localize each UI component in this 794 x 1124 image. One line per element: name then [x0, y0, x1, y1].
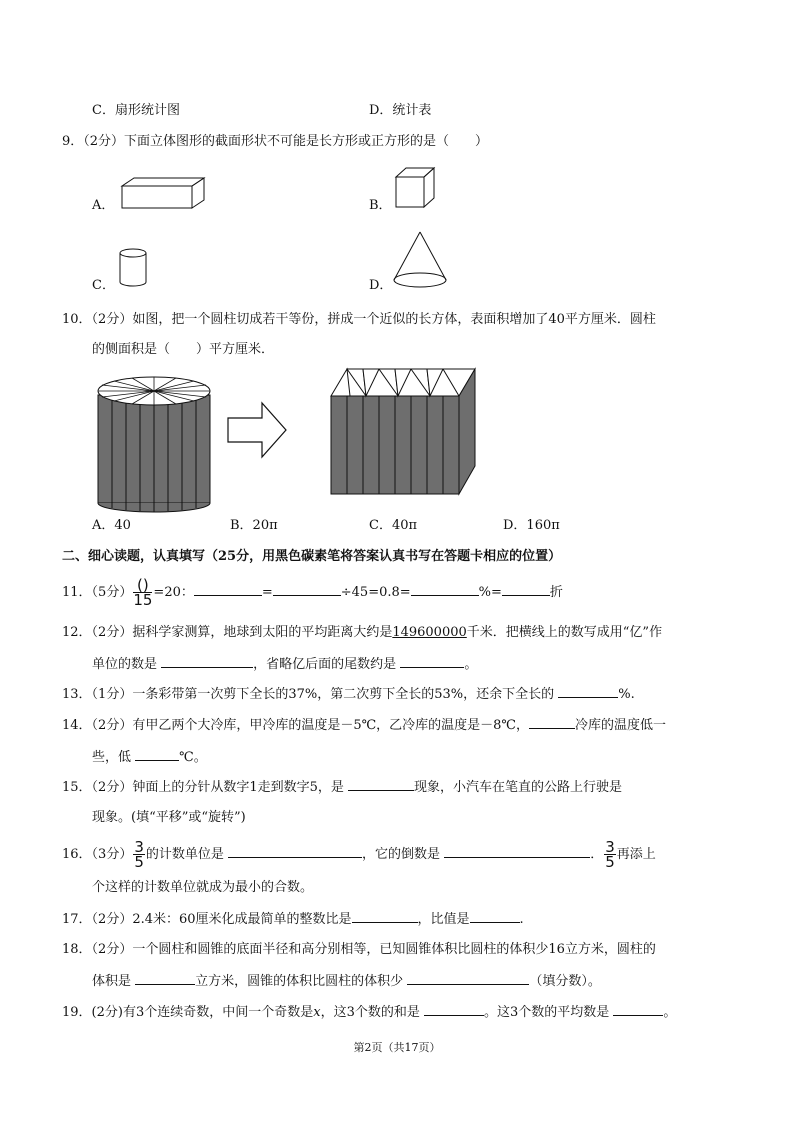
q16-fraction-1	[133, 840, 145, 869]
q12-line2	[92, 656, 477, 673]
cuboid-assembled-figure	[328, 366, 480, 498]
q13-text-1: 13．（1分）一条彩带第一次剪下全长的37%，第二次剪下全长的53%，还余下全长的	[62, 687, 555, 702]
q10-line2: 的侧面积是（ ）平方厘米．	[92, 342, 275, 357]
cylinder-sliced-figure	[90, 365, 220, 513]
q14-line1	[62, 717, 666, 734]
q9-option-a: A．	[92, 198, 115, 213]
q10-option-a: A．40	[92, 518, 131, 533]
q14-text-2: 冷库的温度低一	[574, 718, 666, 733]
q19-text-1: 19．(2分)有3个连续奇数，中间一个奇数是	[62, 1005, 314, 1020]
q11-text-1: =20：	[153, 585, 194, 600]
cuboid-figure	[118, 176, 208, 212]
q14-line2	[92, 749, 207, 766]
q11-blank-2[interactable]	[273, 584, 341, 596]
q16-frac-num-2: 3	[605, 838, 615, 856]
q13-text-2: %.	[618, 687, 635, 702]
cylinder-figure	[116, 246, 152, 290]
q8-option-c: C．扇形统计图	[92, 103, 180, 118]
q16-frac-num-1: 3	[134, 838, 144, 856]
q16-frac-den-1: 5	[134, 853, 144, 871]
q16-text-4: 再添上	[616, 847, 656, 862]
q13-blank[interactable]	[558, 686, 618, 698]
q11-blank-4[interactable]	[502, 584, 550, 596]
q12-blank-1[interactable]	[161, 656, 253, 668]
q17-text-2: ，比值是	[417, 912, 470, 927]
q18-line2	[92, 973, 601, 990]
q19-text-4: 。	[663, 1005, 677, 1020]
q18-text-4: （填分数）。	[529, 974, 601, 989]
q17-blank-2[interactable]	[470, 911, 520, 923]
q9-option-d: D．	[369, 278, 393, 293]
q9-option-c: C．	[92, 278, 115, 293]
q12-text-4: ，省略亿后面的尾数约是	[253, 657, 397, 672]
q18-blank-1[interactable]	[135, 973, 195, 985]
q11-text-3: ÷45=0.8=	[340, 585, 411, 600]
q15-line1	[62, 779, 622, 796]
q17-text-3: .	[519, 912, 524, 927]
cube-figure	[392, 165, 438, 213]
right-arrow-icon	[226, 400, 290, 462]
q19-text-3: 。这3个数的平均数是	[484, 1005, 610, 1020]
q18-text-2: 体积是	[92, 974, 132, 989]
q12-text-5: 。	[464, 657, 478, 672]
q16-text-2: ，它的倒数是	[362, 847, 441, 862]
q11-text-5: 折	[549, 585, 563, 600]
q12-blank-2[interactable]	[400, 656, 464, 668]
cone-figure	[390, 230, 450, 292]
q14-blank-2[interactable]	[135, 749, 179, 761]
q18-line1: 18．（2分）一个圆柱和圆锥的底面半径和高分别相等，已知圆锥体积比圆柱的体积少16立方米，圆柱的	[62, 942, 656, 957]
q10-option-d: D．160π	[503, 518, 560, 533]
q15-text-1: 15．（2分）钟面上的分针从数字1走到数字5，是	[62, 780, 344, 795]
q14-text-1: 14．（2分）有甲乙两个大冷库，甲冷库的温度是－5℃，乙冷库的温度是－8℃，	[62, 718, 529, 733]
q11-text-2: =	[261, 585, 273, 600]
q10-option-c: C．40π	[369, 518, 418, 533]
q11-fraction	[133, 578, 152, 607]
q10-option-b: B．20π	[230, 518, 278, 533]
q11-frac-num: ()	[133, 578, 152, 593]
q14-text-4: ℃。	[179, 750, 207, 765]
q11-text-4: %=	[478, 585, 502, 600]
q13	[62, 686, 635, 703]
q17	[62, 911, 524, 928]
q16-blank-1[interactable]	[228, 846, 362, 858]
q16-fraction-2	[604, 840, 616, 869]
q18-blank-2[interactable]	[407, 973, 529, 985]
q17-blank-1[interactable]	[352, 911, 418, 923]
q10-line1: 10．（2分）如图，把一个圆柱切成若干等份，拼成一个近似的长方体，表面积增加了40平方厘米．圆柱	[62, 312, 656, 327]
q19-text-2: ，这3个数的和是	[320, 1005, 420, 1020]
q15-text-2: 现象，小汽车在笔直的公路上行驶是	[414, 780, 623, 795]
q11-blank-1[interactable]	[194, 584, 262, 596]
q16-line1	[62, 838, 656, 872]
q19-variable: x	[313, 1005, 321, 1020]
page-footer: 第2页（共17页）	[353, 1041, 441, 1054]
q8-option-d: D．统计表	[369, 103, 432, 118]
q11-blank-3[interactable]	[411, 584, 479, 596]
q16-text-1: 的计数单位是	[145, 847, 224, 862]
q17-text-1: 17．（2分）2.4米：60厘米化成最简单的整数比是	[62, 912, 352, 927]
q11-prefix: 11．（5分）	[62, 585, 133, 600]
q14-text-3: 些，低	[92, 750, 132, 765]
q12-line1	[62, 625, 662, 641]
q16-blank-2[interactable]	[444, 846, 590, 858]
q14-blank-1[interactable]	[529, 717, 575, 729]
q16-frac-den-2: 5	[605, 853, 615, 871]
q18-text-3: 立方米，圆锥的体积比圆柱的体积少	[195, 974, 404, 989]
q9-option-b: B．	[369, 198, 392, 213]
q9-stem: 9．（2分）下面立体图形的截面形状不可能是长方形或正方形的是（ ）	[62, 134, 489, 149]
q11	[62, 576, 563, 610]
q16-prefix: 16．（3分）	[62, 847, 133, 862]
q19	[62, 1004, 676, 1021]
q15-line2: 现象。(填“平移”或“旋转”)	[92, 810, 246, 825]
q15-blank[interactable]	[348, 779, 414, 791]
q19-blank-2[interactable]	[613, 1004, 663, 1016]
q12-text-1: 12．（2分）据科学家测算，地球到太阳的平均距离大约是	[62, 625, 393, 640]
q19-blank-1[interactable]	[424, 1004, 484, 1016]
q12-text-2: 千米．把横线上的数写成用“亿”作	[466, 625, 663, 640]
section-2-heading: 二、细心读题，认真填写（25分，用黑色碳素笔将答案认真书写在答题卡相应的位置）	[62, 549, 562, 564]
q16-text-3: ．	[590, 847, 604, 862]
q12-text-3: 单位的数是	[92, 657, 158, 672]
q16-line2: 个这样的计数单位就成为最小的合数。	[92, 880, 314, 895]
q12-number: 149600000	[392, 625, 467, 640]
q11-frac-den: 15	[133, 591, 153, 609]
